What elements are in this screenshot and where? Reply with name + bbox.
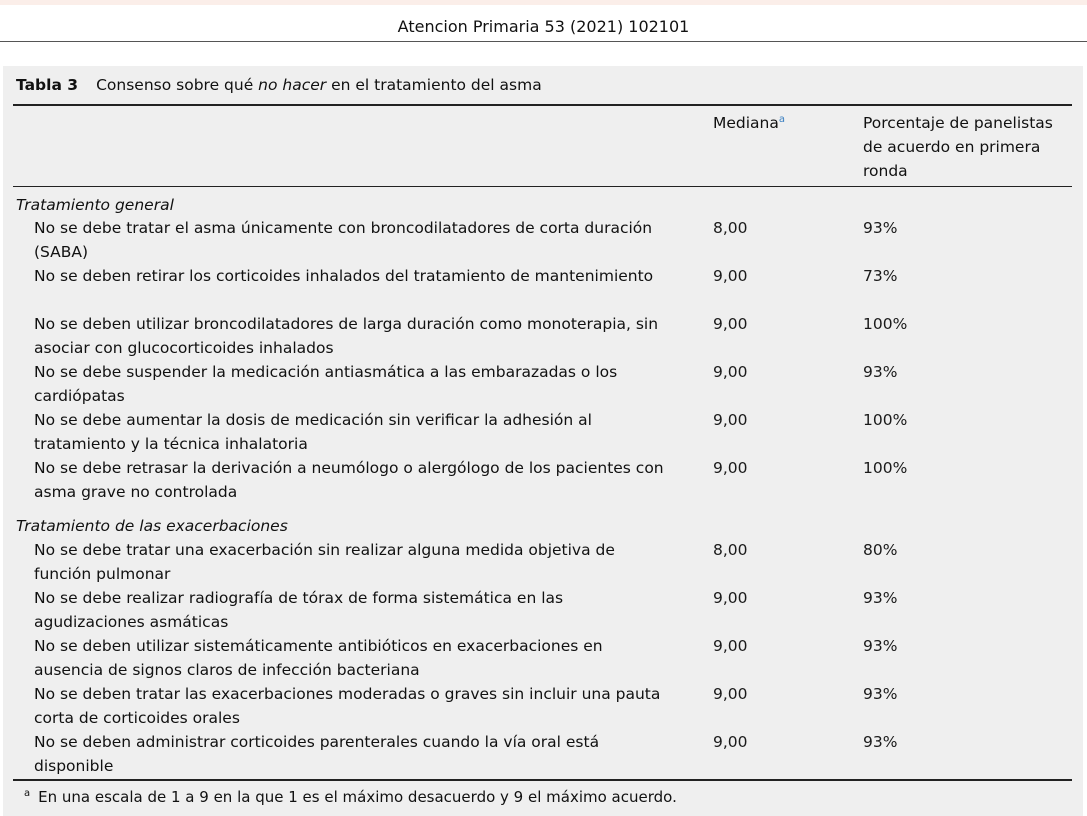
column-header-percent-line: de acuerdo en primera [863,138,1041,156]
footnote-text: En una escala de 1 a 9 en la que 1 es el máximo desacuerdo y 9 el máximo acuerdo. [38,788,677,806]
table-row [0,216,1080,264]
column-header-percent-line: Porcentaje de panelistas [863,114,1053,132]
table-row [0,408,1080,456]
column-header-median [713,111,785,135]
row-median: 9,00 [713,733,748,751]
row-median: 9,00 [713,267,748,285]
header-bottom-rule [13,186,1072,187]
row-median: 8,00 [713,219,748,237]
journal-header: Atencion Primaria 53 (2021) 102101 [397,17,690,36]
column-header-median-text: Mediana [713,114,779,132]
median-footnote-mark: a [778,113,786,125]
row-median: 9,00 [713,315,748,333]
table-row [0,264,1080,312]
table-row [0,538,1080,586]
top-strip [0,0,1087,5]
table-bottom-rule [13,779,1072,781]
column-header-percent-line: ronda [863,162,908,180]
row-percent: 100% [863,459,908,477]
row-percent: 73% [863,267,898,285]
table-row [0,360,1080,408]
table-label: Tabla 3 [16,76,79,94]
section-title: Tratamiento de las exacerbaciones [16,517,288,535]
row-text: No se debe tratar el asma únicamente con broncodilatadores de corta duración (SABA) [34,219,653,261]
row-text: No se deben utilizar sistemáticamente antibióticos en exacerbaciones en ausencia de signos claros de infección bacteriana [34,637,603,679]
table-top-rule [13,104,1072,106]
row-percent: 93% [863,637,898,655]
row-percent: 80% [863,541,898,559]
row-text: No se deben tratar las exacerbaciones moderadas o graves sin incluir una pauta corta de corticoides orales [34,685,661,727]
row-percent: 93% [863,589,898,607]
row-text: No se debe aumentar la dosis de medicación sin verificar la adhesión al tratamiento y la técnica inhalatoria [34,411,592,453]
header-rule [0,41,1087,42]
caption-text-end: en el tratamiento del asma [326,76,542,94]
row-text: No se deben utilizar broncodilatadores de larga duración como monoterapia, sin asociar con glucocorticoides inhalados [34,315,659,357]
table-row [0,312,1080,360]
row-percent: 93% [863,733,898,751]
row-median: 9,00 [713,685,748,703]
table-row [0,682,1080,730]
row-median: 9,00 [713,363,748,381]
row-median: 9,00 [713,589,748,607]
row-text: No se debe suspender la medicación antiasmática a las embarazadas o los cardiópatas [34,363,618,405]
row-median: 9,00 [713,459,748,477]
table-footnote [24,788,677,806]
row-text: No se deben retirar los corticoides inhalados del tratamiento de mantenimiento [34,267,654,285]
caption-text-start: Consenso sobre qué [96,76,259,94]
row-median: 9,00 [713,411,748,429]
row-percent: 93% [863,219,898,237]
row-median: 8,00 [713,541,748,559]
row-text: No se debe tratar una exacerbación sin realizar alguna medida objetiva de función pulmonar [34,541,615,583]
section-title: Tratamiento general [16,196,174,214]
column-header-percent [863,111,1073,183]
row-percent: 100% [863,411,908,429]
row-percent: 100% [863,315,908,333]
footnote-mark: a [24,788,31,799]
row-text: No se debe retrasar la derivación a neumólogo o alergólogo de los pacientes con asma grave no controlada [34,459,664,501]
table-row [0,730,1080,778]
caption-text-italic: no hacer [258,76,327,94]
row-text: No se deben administrar corticoides parenterales cuando la vía oral está disponible [34,733,600,775]
row-percent: 93% [863,685,898,703]
table-row [0,634,1080,682]
table-row [0,456,1080,504]
row-text: No se debe realizar radiografía de tórax de forma sistemática en las agudizaciones asmáticas [34,589,564,631]
table-caption [16,76,542,94]
table-row [0,586,1080,634]
row-median: 9,00 [713,637,748,655]
row-percent: 93% [863,363,898,381]
